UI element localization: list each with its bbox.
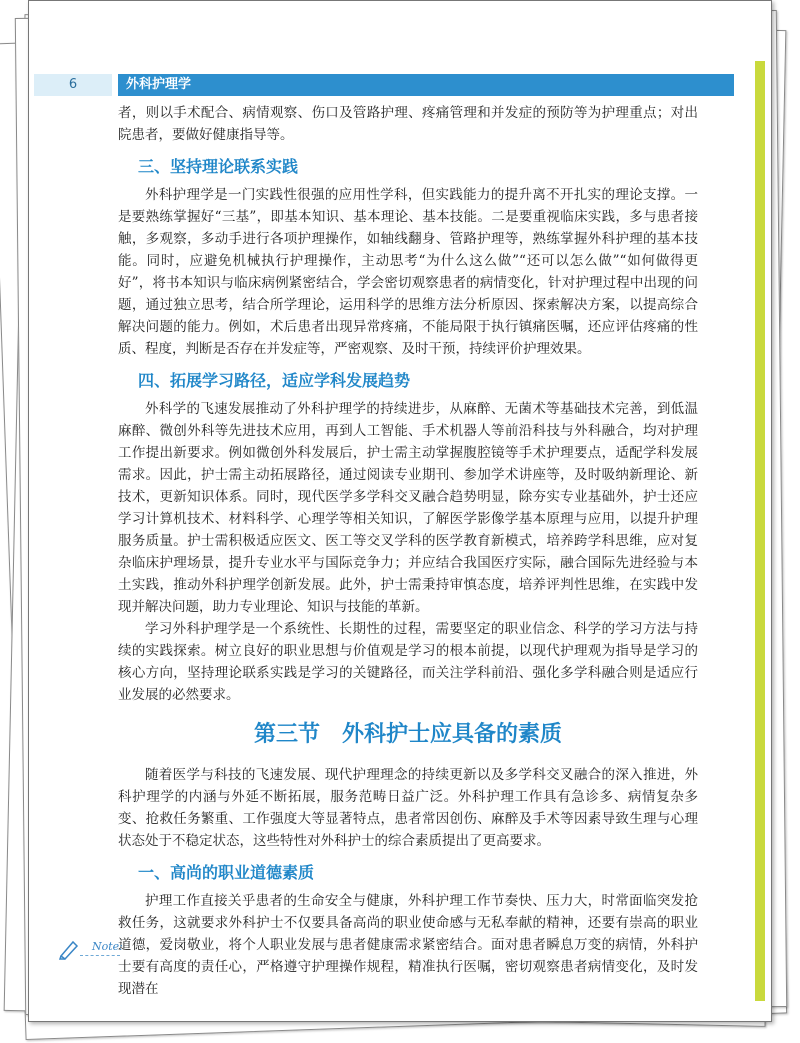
section-title: 第三节 外科护士应具备的素质 [253,722,562,747]
paragraph: 学习外科护理学是一个系统性、长期性的过程，需要坚定的职业信念、科学的学习方法与持续的实践探索。树立良好的职业思想与价值观是学习的根本前提，以现代护理观为指导是学习的核心方向，坚持理论联系实践是学习的关键路径，而关注学科前沿、强化多学科融合则是适应行业发展的必然要求。 [118,621,698,703]
note-underline [80,955,120,956]
pencil-icon [58,938,82,960]
page-edge-strip [755,61,765,1001]
subsection-heading: 四、拓展学习路径，适应学科发展趋势 [138,371,411,390]
book-title: 外科护理学 [126,77,192,92]
paragraph: 者，则以手术配合、病情观察、伤口及管路护理、疼痛管理和并发症的预防等为护理重点；对出院患者，要做好健康指导等。 [118,105,698,143]
paragraph: 随着医学与科技的飞速发展、现代护理理念的持续更新以及多学科交叉融合的深入推进，外科护理学的内涵与外延不断拓展，服务范畴日益广泛。外科护理工作具有急诊多、病情复杂多变、抢救任务繁重、工作强度大等显著特点，患者常因创伤、麻醉及手术等因素导致生理与心理状态处于不稳定状态，这些特性对外科护士的综合素质提出了更高要求。 [118,767,698,849]
page-body [118,102,698,1000]
paragraph: 护理工作直接关乎患者的生命安全与健康，外科护理工作节奏快、压力大，时常面临突发抢救任务，这就要求外科护士不仅要具备高尚的职业使命感与无私奉献的精神，还要有崇高的职业道德，爱岗敬业，将个人职业发展与患者健康需求紧密结合。面对患者瞬息万变的病情，外科护士要有高度的责任心，严格遵守护理操作规程，精准执行医嘱，密切观察患者病情变化，及时发现潜在 [118,893,698,997]
paragraph: 外科学的飞速发展推动了外科护理学的持续进步，从麻醉、无菌术等基础技术完善，到低温麻醉、微创外科等先进技术应用，再到人工智能、手术机器人等前沿科技与外科融合，均对护理工作提出新要求。例如微创外科发展后，护士需主动掌握腹腔镜等手术护理要点，适配学科发展需求。因此，护士需主动拓展路径，通过阅读专业期刊、参加学术讲座等，及时吸纳新理论、新技术，更新知识体系。同时，现代医学多学科交叉融合趋势明显，除夯实专业基础外，护士还应学习计算机技术、材料科学、心理学等相关知识，了解医学影像学基本原理与应用，以提升护理服务质量。护士需积极适应医文、医工等交叉学科的医学教育新模式，培养跨学科思维，应对复杂临床护理场景，提升专业水平与国际竞争力；并应结合我国医疗实际，融合国际先进经验与本土实践，推动外科护理学创新发展。此外，护士需秉持审慎态度，培养评判性思维，在实践中发现并解决问题，助力专业理论、知识与技能的革新。 [118,401,698,615]
running-header [34,74,734,96]
subsection-heading: 三、坚持理论联系实践 [138,157,299,176]
note-label: Note: [92,940,123,953]
margin-note [58,938,122,960]
paragraph: 外科护理学是一门实践性很强的应用性学科，但实践能力的提升离不开扎实的理论支撑。一是要熟练掌握好“三基”，即基本知识、基本理论、基本技能。二是要重视临床实践，多与患者接触，多观察，多动手进行各项护理操作，如轴线翻身、管路护理等，熟练掌握外科护理的基本技能。同时，应避免机械执行护理操作，主动思考“为什么这么做”“还可以怎么做”“如何做得更好”，将书本知识与临床病例紧密结合，学会密切观察患者的病情变化，针对护理过程中出现的问题，通过独立思考，结合所学理论，运用科学的思维方法分析原因、探索解决方案，以提高综合解决问题的能力。例如，术后患者出现异常疼痛，不能局限于执行镇痛医嘱，还应评估疼痛的性质、程度，判断是否存在并发症等，严密观察、及时干预，持续评价护理效果。 [118,187,698,357]
header-bar [118,74,734,96]
subsection-heading: 一、高尚的职业道德素质 [138,863,315,882]
page-number: 6 [34,74,112,96]
